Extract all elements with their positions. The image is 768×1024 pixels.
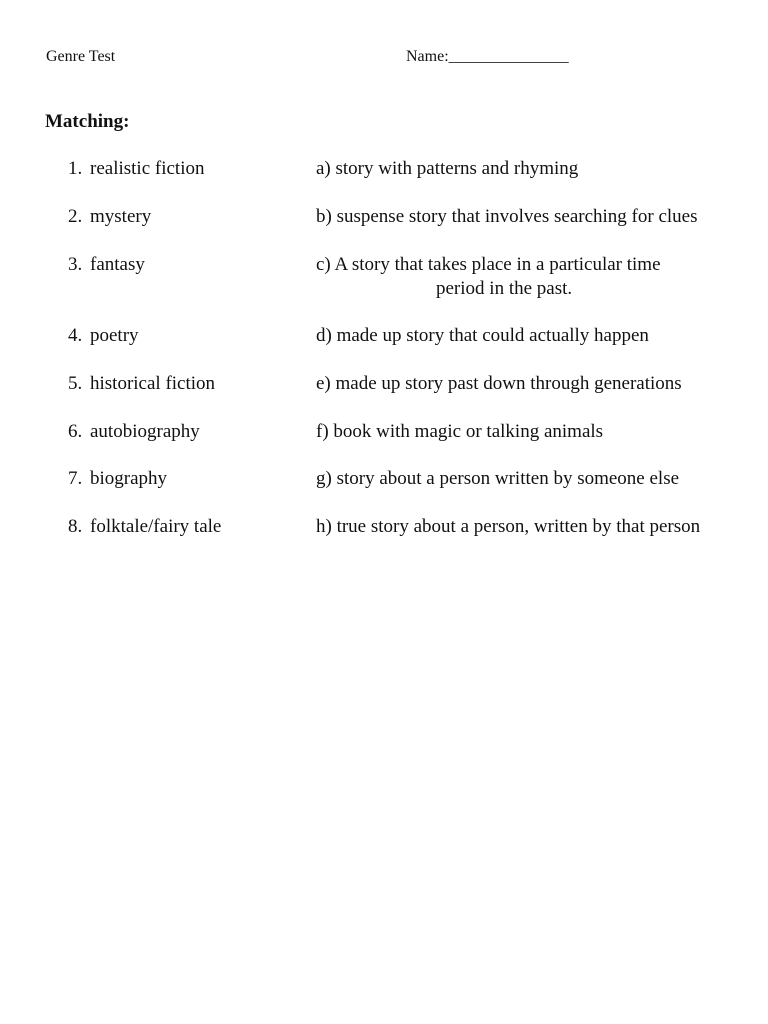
worksheet-title: Genre Test — [46, 48, 116, 65]
item-definition: h) true story about a person, written by that person — [316, 516, 701, 537]
item-definition: e) made up story past down through generations — [316, 373, 682, 394]
item-definition: f) book with magic or talking animals — [316, 421, 604, 442]
item-term: fantasy — [90, 254, 145, 275]
item-term: biography — [90, 468, 168, 489]
item-definition: d) made up story that could actually happen — [316, 325, 649, 346]
item-term: folktale/fairy tale — [90, 516, 222, 537]
item-number: 8. — [68, 516, 83, 537]
item-term: autobiography — [90, 421, 200, 442]
name-field: Name:_______________ — [406, 48, 569, 65]
item-number: 6. — [68, 421, 83, 442]
item-term: historical fiction — [90, 373, 216, 394]
item-definition: c) A story that takes place in a particular time — [316, 254, 661, 275]
item-term: poetry — [90, 325, 139, 346]
item-number: 1. — [68, 158, 83, 179]
item-definition: a) story with patterns and rhyming — [316, 158, 579, 179]
item-term: realistic fiction — [90, 158, 205, 179]
item-term: mystery — [90, 206, 152, 227]
item-definition-continuation: period in the past. — [436, 278, 573, 299]
item-number: 5. — [68, 373, 83, 394]
item-number: 7. — [68, 468, 83, 489]
section-heading: Matching: — [45, 111, 130, 132]
item-number: 2. — [68, 206, 83, 227]
item-number: 4. — [68, 325, 83, 346]
item-number: 3. — [68, 254, 83, 275]
item-definition: g) story about a person written by someone else — [316, 468, 680, 489]
item-definition: b) suspense story that involves searching for clues — [316, 206, 698, 227]
